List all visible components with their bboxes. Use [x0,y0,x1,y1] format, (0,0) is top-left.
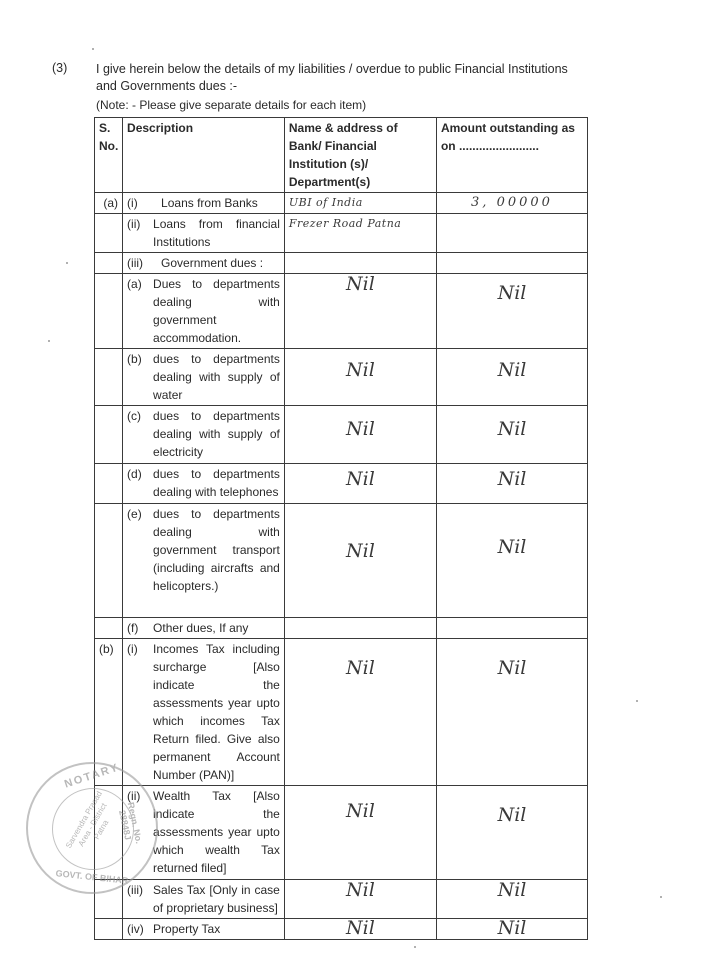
item-number: (ii) [127,217,141,231]
header-amount: Amount outstanding as on ........................ [436,118,587,193]
handwritten-nil: Nil [497,879,527,901]
handwritten-amount: 3, 00000 [471,195,553,210]
table-row [95,504,588,618]
header-name-address: Name & address of Bank/ Financial Institution (s)/ Department(s) [284,118,436,193]
handwritten-nil: Nil [346,879,375,901]
handwritten-nil: Nil [497,536,527,558]
handwritten-nil: Nil [497,282,527,304]
table-row [95,880,588,919]
table-row [95,406,588,464]
handwritten-nil: Nil [346,540,375,562]
notary-stamp [26,762,158,894]
handwritten-nil: Nil [497,359,527,381]
item-description: dues to departments dealing with supply of electricity [153,409,280,459]
item-description: Wealth Tax [Also indicate the assessments year upto which wealth Tax returned filed] [153,789,280,875]
item-number: (f) [127,621,139,635]
scan-speck [92,48,94,50]
item-description: Loans from Banks [161,196,258,210]
header-description: Description [123,118,285,193]
item-description: Dues to departments dealing with government accommodation. [153,277,280,345]
intro-text: I give herein below the details of my liabilities / overdue to public Financial Institutions and Governments dues :- [96,62,568,93]
stamp-bottom-text: GOVT. OF BIHAR [55,868,129,886]
liabilities-table [94,117,588,940]
scan-speck [48,340,50,342]
handwritten-nil: Nil [497,468,527,490]
scan-speck [414,946,416,948]
row-label: (a) [95,193,123,214]
item-description: Incomes Tax including surcharge [Also indicate the assessments year upto which incomes Tax Return filed. Give also permanent Account Number (PAN)] [153,642,280,782]
item-number: (iii) [127,883,144,897]
table-row [95,618,588,639]
scan-speck [66,262,68,264]
section-number: (3) [52,61,68,75]
item-number: (c) [127,409,142,423]
item-number: (a) [127,277,142,291]
item-number: (iv) [127,922,144,936]
handwritten-nil: Nil [346,468,375,490]
table-row [95,786,588,880]
table-row [95,214,588,253]
handwritten-nil: Nil [497,418,527,440]
handwritten-nil: Nil [497,917,527,939]
table-header-row [95,118,588,193]
stamp-right-text: Regn. No. 28848J [117,801,145,845]
table-row [95,919,588,940]
table-row [95,639,588,786]
stamp-top-text: NOTARY [62,761,122,791]
table-row [95,253,588,274]
handwritten-nil: Nil [346,657,375,679]
row-label: (b) [95,639,123,786]
table-row [95,464,588,504]
note-text: (Note: - Please give separate details for each item) [96,98,367,112]
scan-speck [636,700,638,702]
item-description: dues to departments dealing with supply of water [153,352,280,402]
handwritten-bank-name: UBI of India [288,196,363,209]
handwritten-bank-address: Frezer Road Patna [288,217,402,230]
item-description: Sales Tax [Only in case of proprietary business] [153,883,280,915]
item-number: (e) [127,507,142,521]
table-row [95,193,588,214]
item-number: (b) [127,352,142,366]
item-description: Other dues, If any [153,621,249,635]
stamp-middle-text: Sarvendra Prasad Area - District Patna [63,789,111,850]
item-description: Property Tax [153,922,221,936]
handwritten-nil: Nil [346,359,375,381]
handwritten-nil: Nil [346,273,375,295]
item-description: Loans from financial Institutions [153,217,280,249]
item-number: (ii) [127,789,141,803]
handwritten-nil: Nil [346,800,375,822]
handwritten-nil: Nil [346,917,375,939]
item-number: (d) [127,467,142,481]
handwritten-nil: Nil [497,804,527,826]
item-number: (i) [127,196,138,210]
table-row [95,274,588,349]
header-sno: S. No. [95,118,123,193]
scan-speck [660,896,662,898]
item-description: Government dues : [161,256,264,270]
item-description: dues to departments dealing with telephones [153,467,280,499]
item-number: (iii) [127,256,144,270]
handwritten-nil: Nil [497,657,527,679]
item-description: dues to departments dealing with government transport (including aircrafts and helicopters.) [153,507,280,593]
table-row [95,349,588,406]
handwritten-nil: Nil [346,418,375,440]
item-number: (i) [127,642,138,656]
